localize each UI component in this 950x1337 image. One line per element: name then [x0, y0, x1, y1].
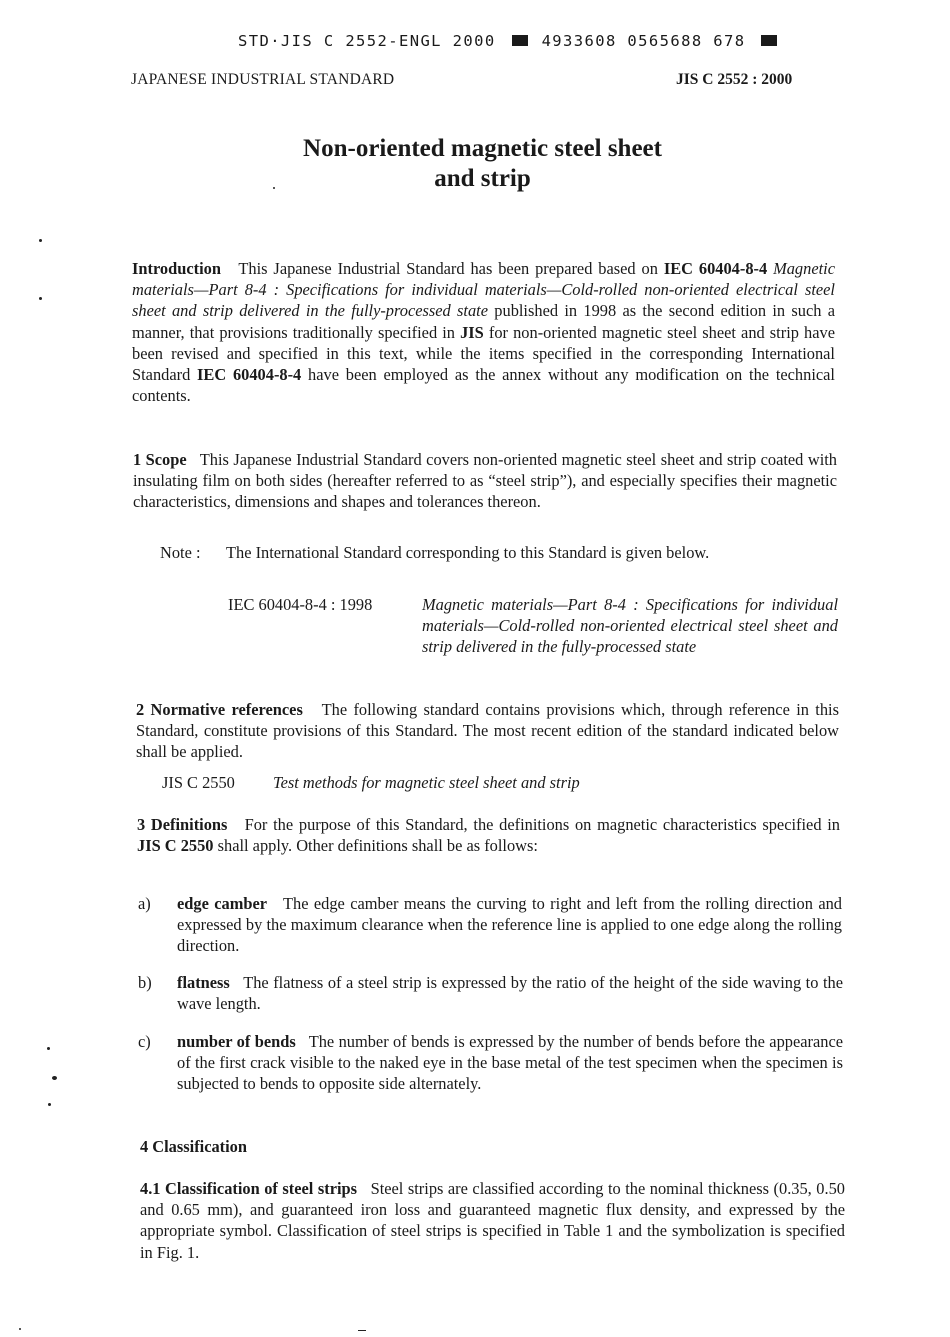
- normative-references-heading: 2 Normative references: [136, 700, 303, 719]
- page-title: [200, 134, 765, 194]
- definition-term: number of bends: [177, 1032, 296, 1051]
- scan-speck: [48, 1103, 51, 1106]
- note-label: Note :: [160, 543, 201, 562]
- definition-item: flatness The flatness of a steel strip is expressed by the ratio of the height of the side waving to the wave length.: [177, 973, 844, 1014]
- jis-reference-title: Test methods for magnetic steel sheet and strip: [273, 773, 580, 792]
- document-code-line: [238, 32, 791, 50]
- scan-speck: [52, 1076, 57, 1080]
- classification-subheading: 4.1 Classification of steel strips: [140, 1179, 358, 1198]
- document-code-right: 4933608 0565688 678: [541, 32, 746, 50]
- definition-item: edge camber The edge camber means the curving to right and left from the rolling direction and expressed by the maximum clearance when the reference line is applied to one edge along the rolling direction.: [177, 894, 842, 956]
- black-block-icon: [512, 35, 528, 46]
- scan-speck: [47, 1047, 50, 1050]
- definitions-paragraph: 3 Definitions For the purpose of this Standard, the definitions on magnetic characteristics specified in JIS C 2550 shall apply. Other definitions shall be as follows:: [137, 815, 841, 856]
- scan-speck: [19, 1328, 21, 1330]
- normative-references-paragraph: 2 Normative references The following standard contains provisions which, through reference in this Standard, constitute provisions of this Standard. The most recent edition of the standard indicated below shall be applied.: [136, 700, 839, 762]
- classification-heading: 4 Classification: [140, 1137, 247, 1156]
- scan-speck: [39, 239, 42, 242]
- definition-term: flatness: [177, 973, 230, 992]
- classification-paragraph: 4.1 Classification of steel strips Steel strips are classified according to the nominal thickness (0.35, 0.50 and 0.65 mm), and guaranteed iron loss and guaranteed magnetic flux density, and expressed by the appropriate symbol. Classification of steel strips is specified in Table 1 and the symbolization is specified in Fig. 1.: [140, 1179, 845, 1262]
- scan-speck: [358, 1330, 366, 1331]
- introduction-heading: Introduction: [132, 259, 221, 278]
- definitions-heading: 3 Definitions: [137, 815, 228, 834]
- definition-label: a): [138, 894, 151, 913]
- definition-label: b): [138, 973, 152, 992]
- definition-label: c): [138, 1032, 151, 1051]
- introduction-paragraph: Introduction This Japanese Industrial Standard has been prepared based on IEC 60404-8-4 Magnetic materials—Part 8-4 : Specifications for individual materials—Cold-rolled non-oriented electrical steel sheet and strip delivered in the fully-processed state published in 1998 as the second edition in such a manner, that provisions traditionally specified in JIS for non-oriented magnetic steel sheet and strip have been revised and specified in this text, while the items specified in the corresponding International Standard IEC 60404-8-4 have been employed as the annex without any modification on the technical contents.: [132, 259, 835, 406]
- scope-heading: 1 Scope: [133, 450, 187, 469]
- header-standard-number: JIS C 2552 : 2000: [676, 71, 793, 88]
- note-text: The International Standard corresponding to this Standard is given below.: [226, 543, 710, 562]
- jis-reference-code: JIS C 2550: [162, 773, 235, 792]
- scan-speck: [273, 187, 275, 189]
- title-line-2: and strip: [434, 165, 531, 192]
- definition-item: number of bends The number of bends is expressed by the number of bends before the appearance of the first crack visible to the naked eye in the base metal of the test specimen when the specimen is subjected to bends to opposite side alternately.: [177, 1032, 843, 1094]
- scan-speck: [39, 297, 42, 300]
- document-code-left: STD·JIS C 2552-ENGL 2000: [238, 32, 496, 50]
- black-block-icon: [761, 35, 777, 46]
- header-standard-name: JAPANESE INDUSTRIAL STANDARD: [131, 71, 395, 88]
- definition-term: edge camber: [177, 894, 268, 913]
- iec-reference-code: IEC 60404-8-4 : 1998: [228, 595, 373, 614]
- iec-reference-title: Magnetic materials—Part 8-4 : Specifications for individual materials—Cold-rolled non-oriented electrical steel sheet and strip delivered in the fully-processed state: [422, 595, 838, 657]
- scope-paragraph: 1 Scope This Japanese Industrial Standard covers non-oriented magnetic steel sheet and strip coated with insulating film on both sides (hereafter referred to as “steel strip”), and especially specifies their magnetic characteristics, dimensions and shapes and tolerances thereon.: [133, 450, 837, 512]
- title-line-1: Non-oriented magnetic steel sheet: [303, 135, 662, 162]
